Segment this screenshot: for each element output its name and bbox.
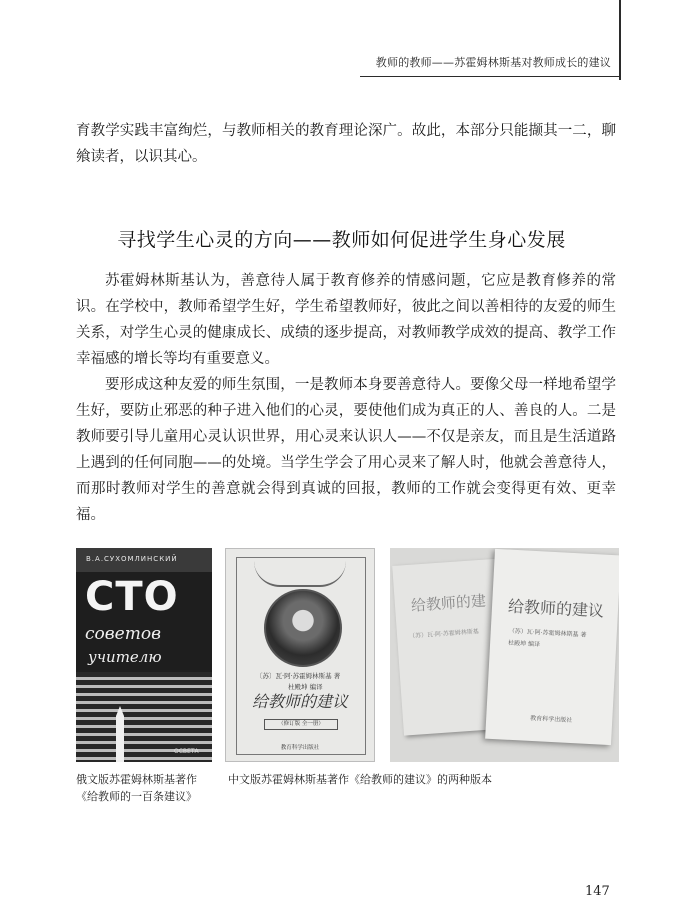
front-book-translator: 杜殿坤 编译 (507, 639, 541, 649)
chinese-book-cover-photo (225, 548, 375, 762)
pencil-body (116, 716, 124, 762)
russian-book-cover-photo (76, 548, 212, 762)
cover-title-line-2: советов (85, 624, 161, 644)
cover-publisher: ОСВЕТА (174, 748, 199, 755)
header-vertical-rule (619, 0, 621, 80)
cover-ornament (254, 561, 346, 587)
back-book-title: 给教师的建 (410, 591, 487, 615)
cover-author: В.А.СУХОМЛИНСКИЙ (86, 555, 178, 563)
header-underline (360, 76, 620, 77)
cover-title-line-1: СТО (85, 574, 179, 620)
running-header: 教师的教师——苏霍姆林斯基对教师成长的建议 (375, 56, 611, 69)
paragraph-2-text: 要形成这种友爱的师生氛围，一是教师本身要善意待人。要像父母一样地希望学生好，要防止邪恶的种子进入他们的心灵，要使他们成为真正的人、善良的人。二是教师要引导儿童用心灵认识世界，用心灵来认识人——不仅是亲友，而且是生活道路上遇到的任何同胞——的处境。当学生学会了用心灵来了解人时，他就会善意待人，而那时教师对学生的善意就会得到真诚的回报，教师的工作就会变得更有效、更幸福。 (76, 377, 616, 523)
section-title: 寻找学生心灵的方向——教师如何促进学生身心发展 (117, 229, 566, 251)
cover-translator: 杜殿坤 编译 (288, 683, 323, 691)
chinese-editions-photo (390, 548, 619, 762)
caption-left-line-1: 俄文版苏霍姆林斯基著作 (76, 773, 197, 786)
page-number: 147 (585, 884, 610, 899)
front-book-title: 给教师的建议 (507, 596, 605, 621)
front-book-publisher: 教育科学出版社 (530, 714, 573, 725)
front-book-author: （苏）瓦·阿·苏霍姆林斯基 著 (508, 627, 587, 639)
cover-author: 〔苏〕瓦·阿·苏霍姆林斯基 著 (256, 672, 341, 680)
cover-publisher: 教育科学出版社 (280, 745, 320, 751)
paragraph-1-text: 苏霍姆林斯基认为，善意待人属于教育修养的情感问题，它应是教育修养的常识。在学校中，教师希望学生好，学生希望教师好，彼此之间以善相待的友爱的师生关系，对学生心灵的健康成长、成绩的逐步提高，对教师教学成效的提高、教学工作幸福感的增长等均有重要意义。 (76, 273, 616, 367)
paragraph-1 (76, 268, 616, 372)
cover-title-line-3: учителю (88, 648, 162, 666)
cover-edition-box: （修订版 全一册） (264, 719, 338, 730)
caption-left-line-2: 《给教师的一百条建议》 (76, 790, 197, 803)
front-book (485, 549, 619, 745)
cover-title: 给教师的建议 (251, 692, 348, 711)
author-portrait (264, 589, 342, 667)
caption-right: 中文版苏霍姆林斯基著作《给教师的建议》的两种版本 (228, 773, 492, 786)
continued-paragraph: 育教学实践丰富绚烂，与教师相关的教育理论深广。故此，本部分只能撷其一二，聊飨读者，以识其心。 (76, 123, 616, 165)
pencil-icon (116, 706, 124, 716)
paragraph-2 (76, 372, 616, 528)
back-book-author: （苏）瓦·阿·苏霍姆林斯基 (408, 628, 480, 641)
caption-left (76, 771, 226, 805)
